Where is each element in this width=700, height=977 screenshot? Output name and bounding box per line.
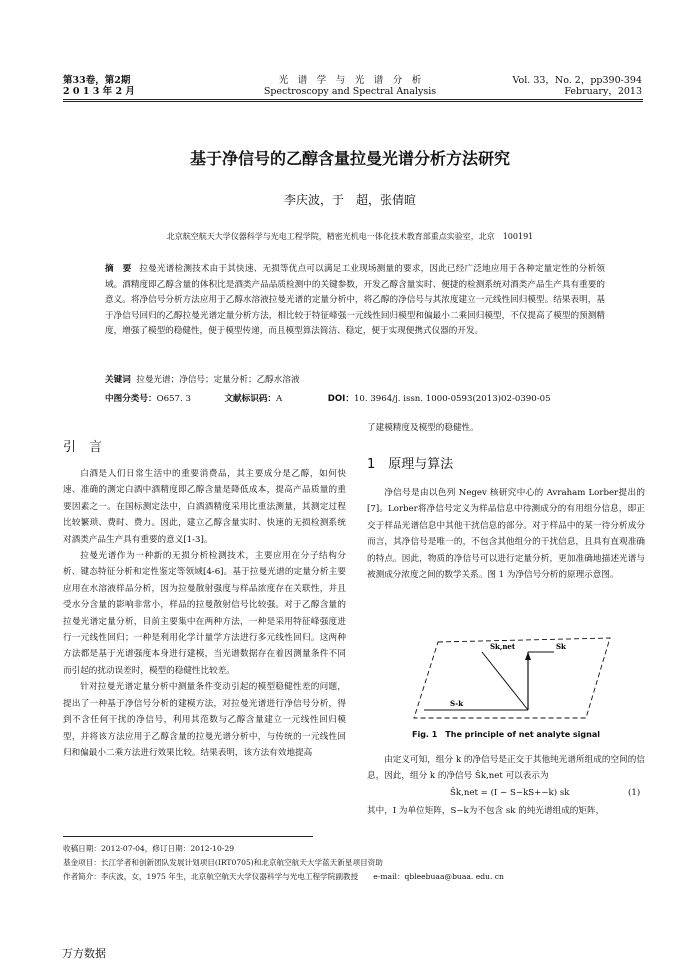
continued-text: 了建模精度及模型的稳健性。 <box>367 423 479 433</box>
intro-paragraph-3: 针对拉曼光谱定量分析中测量条件变动引起的模型稳健性差的问题，提出了一种基于净信号分析的建模方法，对拉曼光谱进行净信号分析，得到不含任何干扰的净信号，利用其范数与乙醇含量建立一元线性回归模型，并将该方法应用于乙醇含量的拉曼光谱分析中，与传统的一元线性回归和偏最小二乘方法进行效果比较。结果表明，该方法有效地提高 <box>63 682 346 758</box>
section-1-paragraph-2: 由定义可知，组分 k 的净信号是正交于其他纯光谱所组成的空间的信息，因此，组分 k 的净信号 Ŝk,net 可以表示为 <box>367 755 645 782</box>
fig-label-s-minus-k: S-k <box>450 699 464 708</box>
journal-issue-line2: February，2013 <box>564 86 642 97</box>
intro-heading: 引 言 <box>63 440 103 455</box>
doi-label: DOI： <box>327 394 354 404</box>
journal-issue-line1: Vol. 33，No. 2，pp390-394 <box>512 75 642 86</box>
doc-code-value: A <box>276 394 283 404</box>
keywords <box>105 373 605 388</box>
section-1-heading: 1 原理与算法 <box>367 457 454 472</box>
paper-title: 基于净信号的乙醇含量拉曼光谱分析方法研究 <box>189 149 510 168</box>
section-1-paragraph-3: 其中，I 为单位矩阵，S−k为不包含 sk 的纯光谱组成的矩阵， <box>367 806 605 816</box>
footnotes <box>63 842 648 884</box>
doc-code-label: 文献标识码： <box>224 394 277 404</box>
figure-1-caption: Fig. 1 The principle of net analyte signal <box>411 730 600 739</box>
net-arrowhead <box>525 652 531 660</box>
journal-volume-line1: 第33卷，第2期 <box>63 75 131 86</box>
abstract-text: 拉曼光谱检测技术由于其快速、无损等优点可以满足工业现场测量的要求，因此已经广泛地应用于各种定量定性的分析领域。酒精度即乙醇含量的体积比是酒类产品品质检测中的关键参数，开发乙醇含量实时、便捷的检测系统对酒类产品生产具有重要的意义。将净信号分析方法应用于乙醇水溶液拉曼光谱的定量分析中，将乙醇的净信号与其浓度建立一元线性回归模型。结果表明，基于净信号回归的乙醇拉曼光谱定量分析方法，相比较于特征峰强一元线性回归模型和偏最小二乘回归模型，不仅提高了模型的预测精度，增强了模型的稳健性，便于模型传递，而且模型算法简洁、稳定，便于实现便携式仪器的开发。 <box>105 264 605 336</box>
abstract-label: 摘 要 <box>105 264 132 274</box>
paper-affiliation: 北京航空航天大学仪器科学与光电工程学院，精密光机电一体化技术教育部重点实验室，北京 100191 <box>166 232 534 241</box>
intro-body <box>63 466 346 761</box>
section-1-body <box>367 485 645 583</box>
keywords-label: 关键词 <box>105 375 131 385</box>
watermark: 万方数据 <box>62 947 106 960</box>
intro-paragraph-2: 拉曼光谱作为一种新的无损分析检测技术，主要应用在分子结构分析、键态特征分析和定性鉴定等领域[4-6]。基于拉曼光谱的定量分析主要应用在水溶液样品分析，因为拉曼散射强度与样品浓度存在关联性，并且受水分含量的影响非常小，样品的拉曼散射信号比较强。对于乙醇含量的拉曼光谱定量分析，目前主要集中在两种方法，一种是采用特征峰强度进行一元线性回归；一种是利用化学计量学方法进行多元线性回归。这两种方法都是基于光谱强度本身进行建模，当光谱数据存在着因测量条件不同而引起的扰动误差时，模型的稳健性比较差。 <box>63 551 346 676</box>
footnote-bio: 作者简介：李庆波，女，1975 年生，北京航空航天大学仪器科学与光电工程学院副教授 e-mail：qbleebuaa@buaa. edu. cn <box>63 872 504 881</box>
clc-label: 中图分类号： <box>105 394 157 404</box>
header-rule <box>63 99 643 100</box>
header-rule-2 <box>63 101 643 102</box>
footnote-received: 收稿日期：2012-07-04，修订日期：2012-10-29 <box>63 844 235 853</box>
footnote-rule <box>63 836 313 837</box>
doi-value: 10. 3964/j. issn. 1000-0593(2013)02-0390-05 <box>353 394 551 404</box>
clc-value: O657. 3 <box>156 394 191 404</box>
section-1-body-3 <box>367 803 645 819</box>
keywords-text: 拉曼光谱；净信号；定量分析；乙醇水溶液 <box>136 375 300 385</box>
abstract <box>105 262 605 340</box>
classification <box>105 392 605 407</box>
equation-1-number: (1) <box>628 788 641 798</box>
journal-name-cn: 光 谱 学 与 光 谱 分 析 <box>278 75 422 86</box>
intro-paragraph-1: 白酒是人们日常生活中的重要消费品，其主要成分是乙醇，如何快速、准确的测定白酒中酒精度即乙醇含量是降低成本，提高产品质量的重要因素之一。在国标测定法中，白酒酒精度采用比重法测量，其测定过程比较繁琐、费时、费力。因此，建立乙醇含量实时、快速的无损检测系统对酒类产品生产具有重要的意义[1-3]。 <box>63 469 346 545</box>
footnote-fund: 基金项目：长江学者和创新团队发展计划项目(IRT0705)和北京航空航天大学蓝天新星项目资助 <box>63 858 383 867</box>
journal-name-en: Spectroscopy and Spectral Analysis <box>263 86 437 97</box>
journal-issue <box>513 75 642 97</box>
section-1-paragraph-1: 净信号是由以色列 Negev 核研究中心的 Avraham Lorber提出的[7]。Lorber将净信号定义为样品信息中待测成分的有用组分信息，即正交于样品光谱信息中其他干扰信息的部分。对于样品中的某一待分析成分而言，其净信号是唯一的，不包含其他组分的干扰信息，且具有直观准确的特点。因此，物质的净信号可以进行定量分析，更加准确地描述光谱与被测成分浓度之间的数学关系。图 1 为净信号分析的原理示意图。 <box>367 488 645 581</box>
sk-vector <box>482 652 528 710</box>
section-1-body-2 <box>367 752 645 785</box>
figure-1 <box>410 632 620 724</box>
equation-1: Ŝk,net = (I − S−kS+−k) sk <box>450 788 570 798</box>
fig-label-snet: Sk,net <box>490 642 516 651</box>
journal-volume-line2: 2 0 1 3 年 2 月 <box>63 86 135 97</box>
fig-label-sk: Sk <box>556 642 566 651</box>
right-col-cont <box>367 420 645 436</box>
paper-authors: 李庆波，于 超，张倩暄 <box>283 193 416 207</box>
